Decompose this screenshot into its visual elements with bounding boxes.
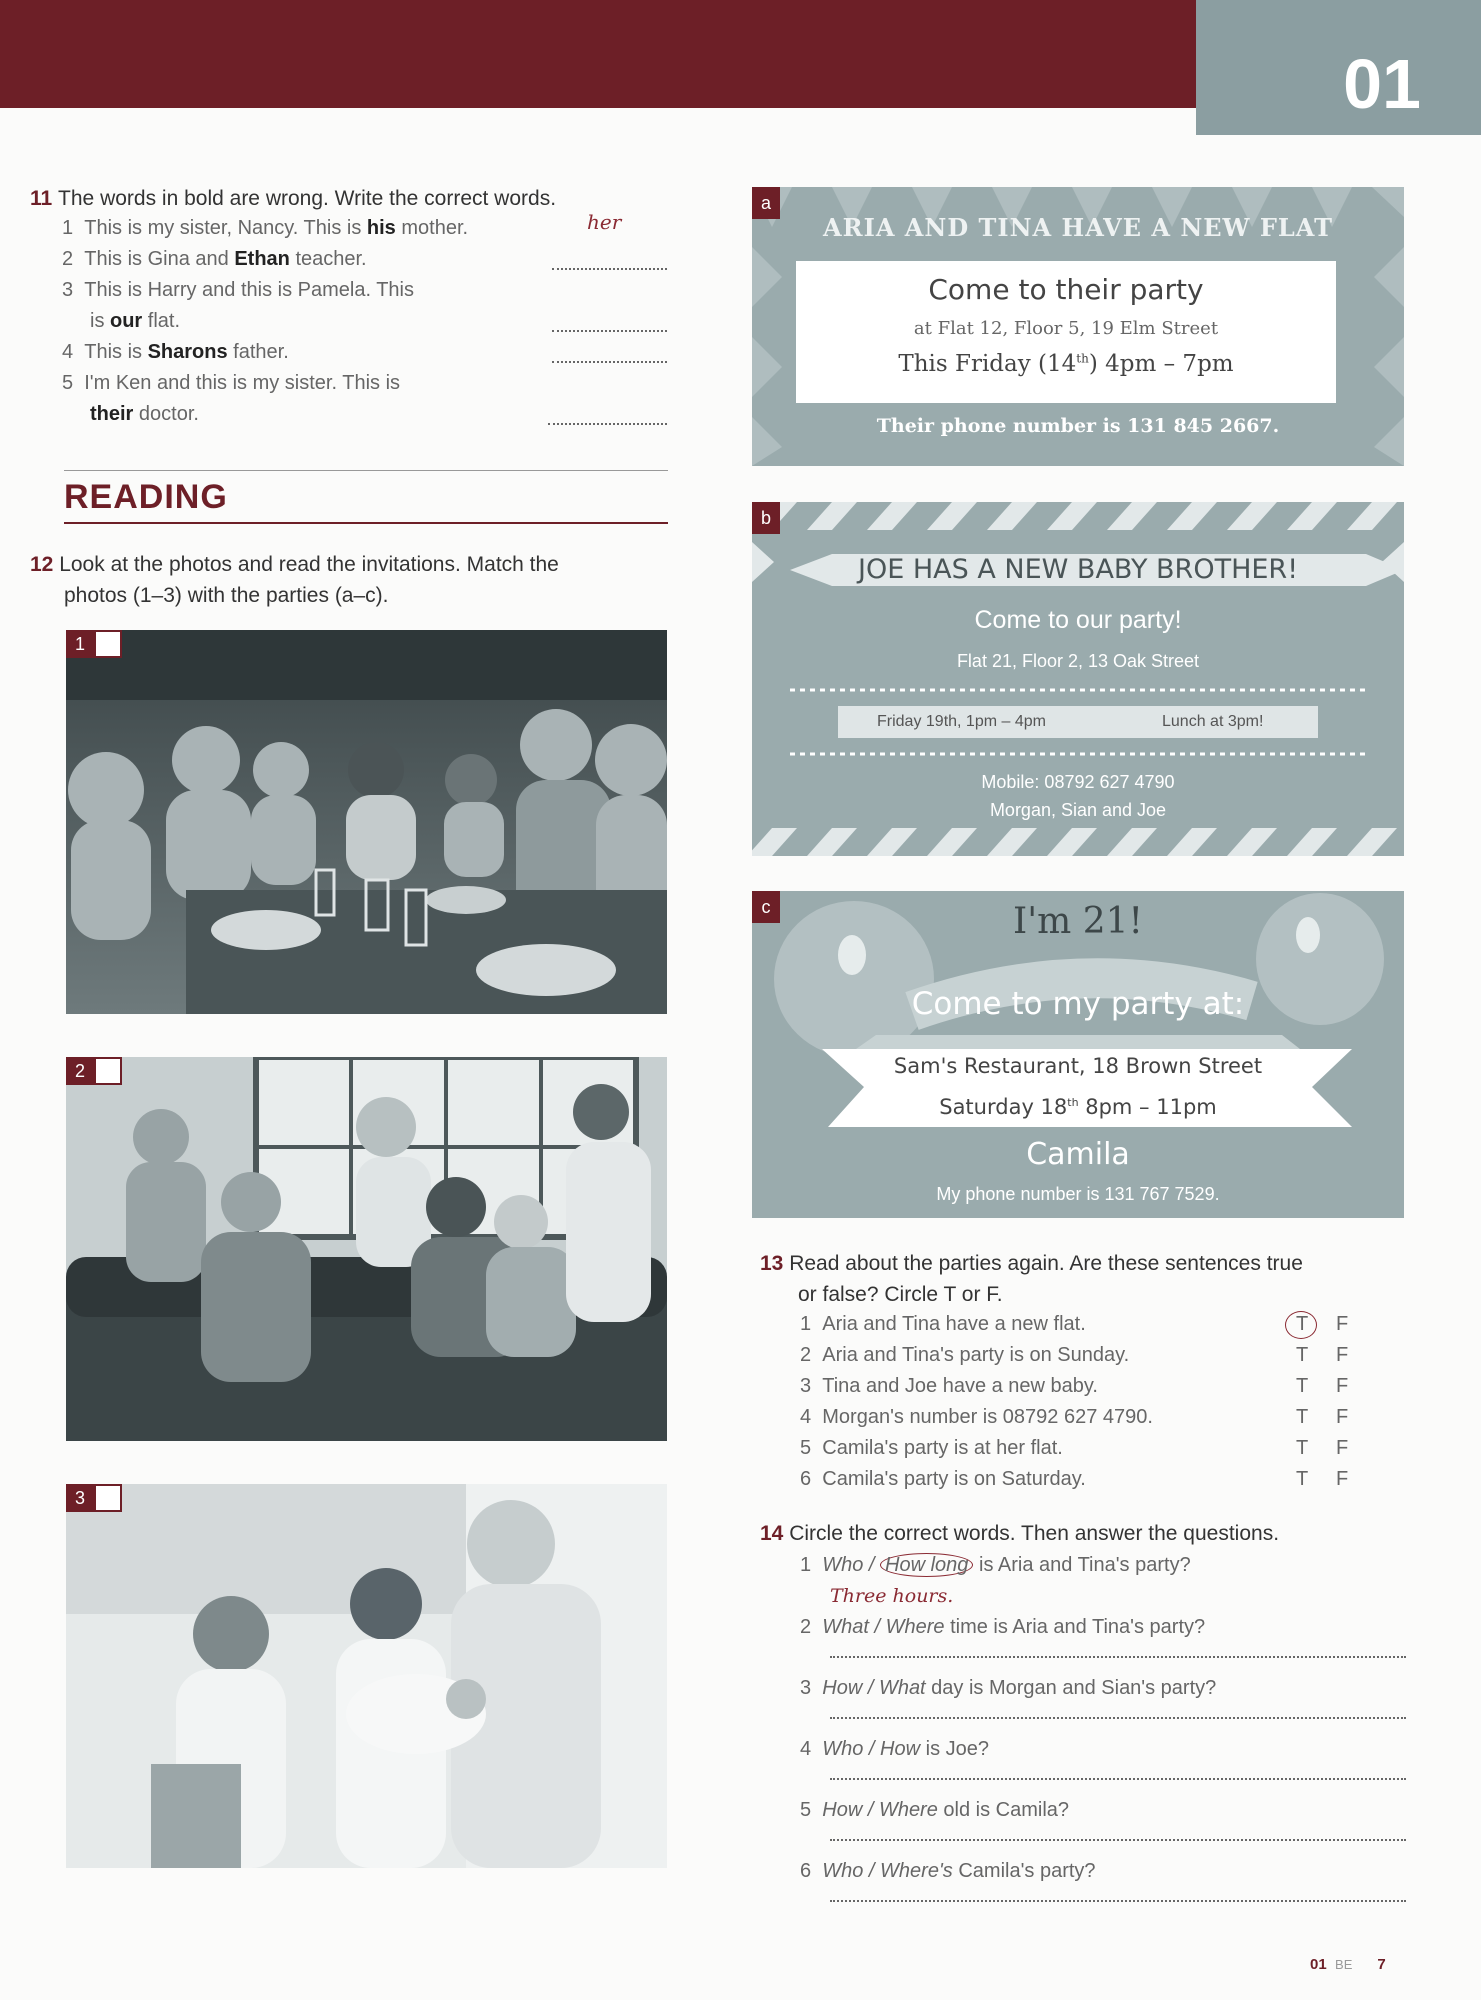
- section-rule: [64, 522, 668, 524]
- false-option[interactable]: F: [1336, 1437, 1349, 1459]
- card-when: Saturday 18th 8pm – 11pm: [939, 1095, 1217, 1119]
- item-text: mother.: [395, 217, 469, 239]
- answer-line[interactable]: [830, 1778, 1406, 1780]
- card-address: Flat 21, Floor 2, 13 Oak Street: [956, 651, 1200, 671]
- exercise-instruction: Look at the photos and read the invitations. Match the: [59, 553, 559, 576]
- true-option[interactable]: T: [1296, 1406, 1309, 1428]
- exercise-11: [30, 183, 670, 214]
- answer-box[interactable]: [94, 630, 122, 658]
- answer-line[interactable]: [552, 268, 667, 270]
- invitation-card-a: [752, 187, 1404, 466]
- ex11-list: [62, 210, 662, 430]
- item-text: is: [90, 310, 110, 332]
- list-item: 3 How / What day is Morgan and Sian's party?: [800, 1673, 1406, 1734]
- item-text: This is: [84, 341, 148, 363]
- exercise-instruction: The words in bold are wrong. Write the correct words.: [58, 187, 557, 210]
- item-text: This is my sister, Nancy. This is: [84, 217, 367, 239]
- option-word[interactable]: Where: [878, 1799, 938, 1821]
- item-number: 2: [62, 248, 74, 270]
- false-option[interactable]: F: [1336, 1313, 1349, 1335]
- list-item: 4 Who / How is Joe?: [800, 1734, 1406, 1795]
- card-subtitle: Come to our party!: [974, 606, 1182, 634]
- card-label: a: [752, 187, 780, 219]
- list-item: 6 Who / Where's Camila's party?: [800, 1856, 1406, 1917]
- answer-circle: [1285, 1311, 1317, 1339]
- item-number: 1: [62, 217, 74, 239]
- card-names: Morgan, Sian and Joe: [989, 800, 1167, 820]
- false-option[interactable]: F: [1336, 1468, 1349, 1490]
- bold-word: their: [90, 403, 134, 425]
- invitation-card-c: [752, 891, 1404, 1218]
- exercise-instruction: or false? Circle T or F.: [798, 1283, 1003, 1306]
- answer-line[interactable]: [830, 1656, 1406, 1658]
- option-word[interactable]: How: [822, 1677, 863, 1699]
- list-item: [62, 210, 662, 244]
- bold-word: Sharons: [147, 341, 228, 363]
- option-word[interactable]: How: [822, 1799, 863, 1821]
- photo-number-tag: 3: [66, 1484, 94, 1512]
- list-item: 2 Aria and Tina's party is on Sunday. T F: [800, 1340, 1400, 1371]
- card-title: JOE HAS A NEW BABY BROTHER!: [857, 554, 1299, 585]
- item-text: This is Gina and: [84, 248, 235, 270]
- card-label: b: [752, 502, 780, 534]
- list-item: [62, 275, 662, 337]
- exercise-instruction: Circle the correct words. Then answer the questions.: [789, 1522, 1280, 1545]
- card-when: This Friday (14th) 4pm – 7pm: [898, 351, 1234, 377]
- exercise-number: 12: [30, 553, 54, 576]
- item-number: 4: [62, 341, 74, 363]
- card-address: at Flat 12, Floor 5, 19 Elm Street: [913, 318, 1219, 339]
- card-title: Come to their party: [928, 273, 1204, 306]
- footer-unit: 01: [1310, 1956, 1327, 1973]
- card-phone: Their phone number is 131 845 2667.: [876, 415, 1280, 437]
- answer-line[interactable]: [830, 1717, 1406, 1719]
- list-item: 5 How / Where old is Camila?: [800, 1795, 1406, 1856]
- photo-friends-dinner: [66, 630, 667, 1014]
- option-word[interactable]: Who: [822, 1860, 864, 1882]
- card-date: Friday 19th, 1pm – 4pm: [877, 713, 1046, 730]
- exercise-instruction: Read about the parties again. Are these sentences true: [789, 1252, 1303, 1275]
- option-word[interactable]: Where: [885, 1616, 945, 1638]
- list-item: 4 Morgan's number is 08792 627 4790. T F: [800, 1402, 1400, 1433]
- option-word-circled[interactable]: How long: [880, 1553, 973, 1577]
- card-lunch: Lunch at 3pm!: [1162, 713, 1264, 730]
- unit-number: 01: [1343, 45, 1421, 123]
- list-item: 1 Who / How long is Aria and Tina's party? Three hours.: [800, 1550, 1406, 1612]
- answer-line[interactable]: [548, 423, 667, 425]
- true-option[interactable]: T: [1296, 1375, 1309, 1397]
- ex14-list: [800, 1550, 1406, 1917]
- item-text: doctor.: [133, 403, 199, 425]
- card-label: c: [752, 891, 780, 923]
- list-item: [62, 337, 662, 368]
- option-word[interactable]: What: [822, 1616, 869, 1638]
- item-text: flat.: [142, 310, 181, 332]
- exercise-number: 14: [760, 1522, 784, 1545]
- section-heading: READING: [64, 478, 228, 516]
- divider: [64, 470, 668, 471]
- item-text: father.: [227, 341, 289, 363]
- true-option[interactable]: T: [1296, 1344, 1309, 1366]
- option-word[interactable]: How: [880, 1738, 921, 1760]
- photo-number-tag: 1: [66, 630, 94, 658]
- exercise-number: 13: [760, 1252, 784, 1275]
- answer-box[interactable]: [94, 1057, 122, 1085]
- handwritten-answer: Three hours.: [830, 1585, 954, 1607]
- card-mobile: Mobile: 08792 627 4790: [981, 772, 1175, 792]
- item-number: 5: [62, 372, 74, 394]
- page-footer: [1310, 1956, 1386, 1973]
- exercise-14: [760, 1518, 1420, 1549]
- page-number: 7: [1377, 1956, 1386, 1973]
- answer-box[interactable]: [94, 1484, 122, 1512]
- header-bar: [0, 0, 1196, 108]
- option-word[interactable]: Who: [822, 1738, 864, 1760]
- bold-word: Ethan: [234, 248, 290, 270]
- option-word[interactable]: Who: [822, 1554, 864, 1576]
- list-item: 2 What / Where time is Aria and Tina's party?: [800, 1612, 1406, 1673]
- list-item: 5 Camila's party is at her flat. T F: [800, 1433, 1400, 1464]
- card-phone: My phone number is 131 767 7529.: [936, 1184, 1220, 1204]
- answer-line[interactable]: [552, 330, 667, 332]
- photo-family-baby: [66, 1484, 667, 1868]
- answer-line[interactable]: [830, 1839, 1406, 1841]
- answer-line[interactable]: [552, 361, 667, 363]
- photo-number-tag: 2: [66, 1057, 94, 1085]
- item-text: teacher.: [289, 248, 367, 270]
- exercise-13: [760, 1248, 1420, 1310]
- card-name: Camila: [1026, 1137, 1130, 1172]
- exercise-number: 11: [30, 187, 53, 210]
- item-text: This is Harry and this is Pamela. This: [84, 279, 414, 301]
- false-option[interactable]: F: [1336, 1375, 1349, 1397]
- handwritten-answer: her: [587, 210, 622, 234]
- true-option[interactable]: T: [1296, 1437, 1309, 1459]
- card-address: Sam's Restaurant, 18 Brown Street: [893, 1054, 1263, 1078]
- invitation-card-b: [752, 502, 1404, 856]
- bold-word: our: [110, 310, 143, 332]
- footer-edition: BE: [1335, 1957, 1353, 1972]
- answer-line[interactable]: [830, 1900, 1406, 1902]
- item-number: 3: [62, 279, 74, 301]
- false-option[interactable]: F: [1336, 1344, 1349, 1366]
- card-panel: [796, 261, 1336, 403]
- exercise-12: [30, 549, 680, 611]
- photo-friends-sofa: [66, 1057, 667, 1441]
- unit-box: [1196, 0, 1481, 135]
- list-item: 1 Aria and Tina have a new flat. T F: [800, 1309, 1400, 1340]
- item-text: I'm Ken and this is my sister. This is: [84, 372, 401, 394]
- list-item: 3 Tina and Joe have a new baby. T F: [800, 1371, 1400, 1402]
- ex13-list: [800, 1309, 1400, 1495]
- bold-word: his: [366, 217, 396, 239]
- card-banner: ARIA AND TINA HAVE A NEW FLAT: [823, 213, 1333, 242]
- exercise-instruction: photos (1–3) with the parties (a–c).: [64, 584, 389, 607]
- list-item: [62, 244, 662, 275]
- option-word[interactable]: Where's: [880, 1860, 953, 1882]
- list-item: [62, 368, 662, 430]
- card-heading: I'm 21!: [1013, 901, 1143, 942]
- true-option[interactable]: T: [1296, 1313, 1309, 1335]
- option-word[interactable]: What: [878, 1677, 926, 1699]
- true-option[interactable]: T: [1296, 1468, 1309, 1490]
- false-option[interactable]: F: [1336, 1406, 1349, 1428]
- card-subtitle: Come to my party at:: [911, 986, 1245, 1022]
- list-item: 6 Camila's party is on Saturday. T F: [800, 1464, 1400, 1495]
